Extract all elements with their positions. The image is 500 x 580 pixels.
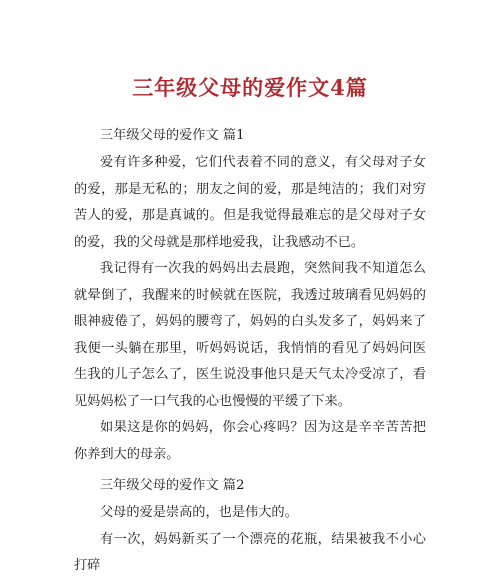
paragraph: 爱有许多种爱，它们代表着不同的意义，有父母对子女的爱，那是无私的；朋友之间的爱，那是纯洁的；我们对穷苦人的爱，那是真诚的。但是我觉得最难忘的是父母对子女的爱，我的父母就是那样地爱我，让我感动不已。 [74, 155, 426, 250]
paragraph: 有一次，妈妈新买了一个漂亮的花瓶，结果被我不小心打碎 [74, 531, 426, 573]
document-title: 三年级父母的爱作文4篇 [132, 75, 368, 100]
paragraph: 我记得有一次我的妈妈出去晨跑，突然间我不知道怎么就晕倒了，我醒来的时候就在医院，我透过玻璃看见妈妈的眼神疲倦了，妈妈的腰弯了，妈妈的白头发多了，妈妈来了我便一头躺在那里，听妈妈说话，我悄悄的看见了妈妈问医生我的儿子怎么了，医生说没事他只是天气太冷受凉了，看见妈妈松了一口气我的心也慢慢的平缓了下来。 [74, 261, 426, 409]
section-heading: 三年级父母的爱作文 篇2 [100, 478, 245, 493]
document-body [74, 122, 426, 580]
paragraph: 父母的爱是崇高的，也是伟大的。 [100, 505, 298, 520]
paragraph: 如果这是你的妈妈，你会心疼吗？因为这是辛辛苦苦把你养到大的母亲。 [74, 420, 426, 462]
section-heading: 三年级父母的爱作文 篇1 [100, 128, 245, 143]
